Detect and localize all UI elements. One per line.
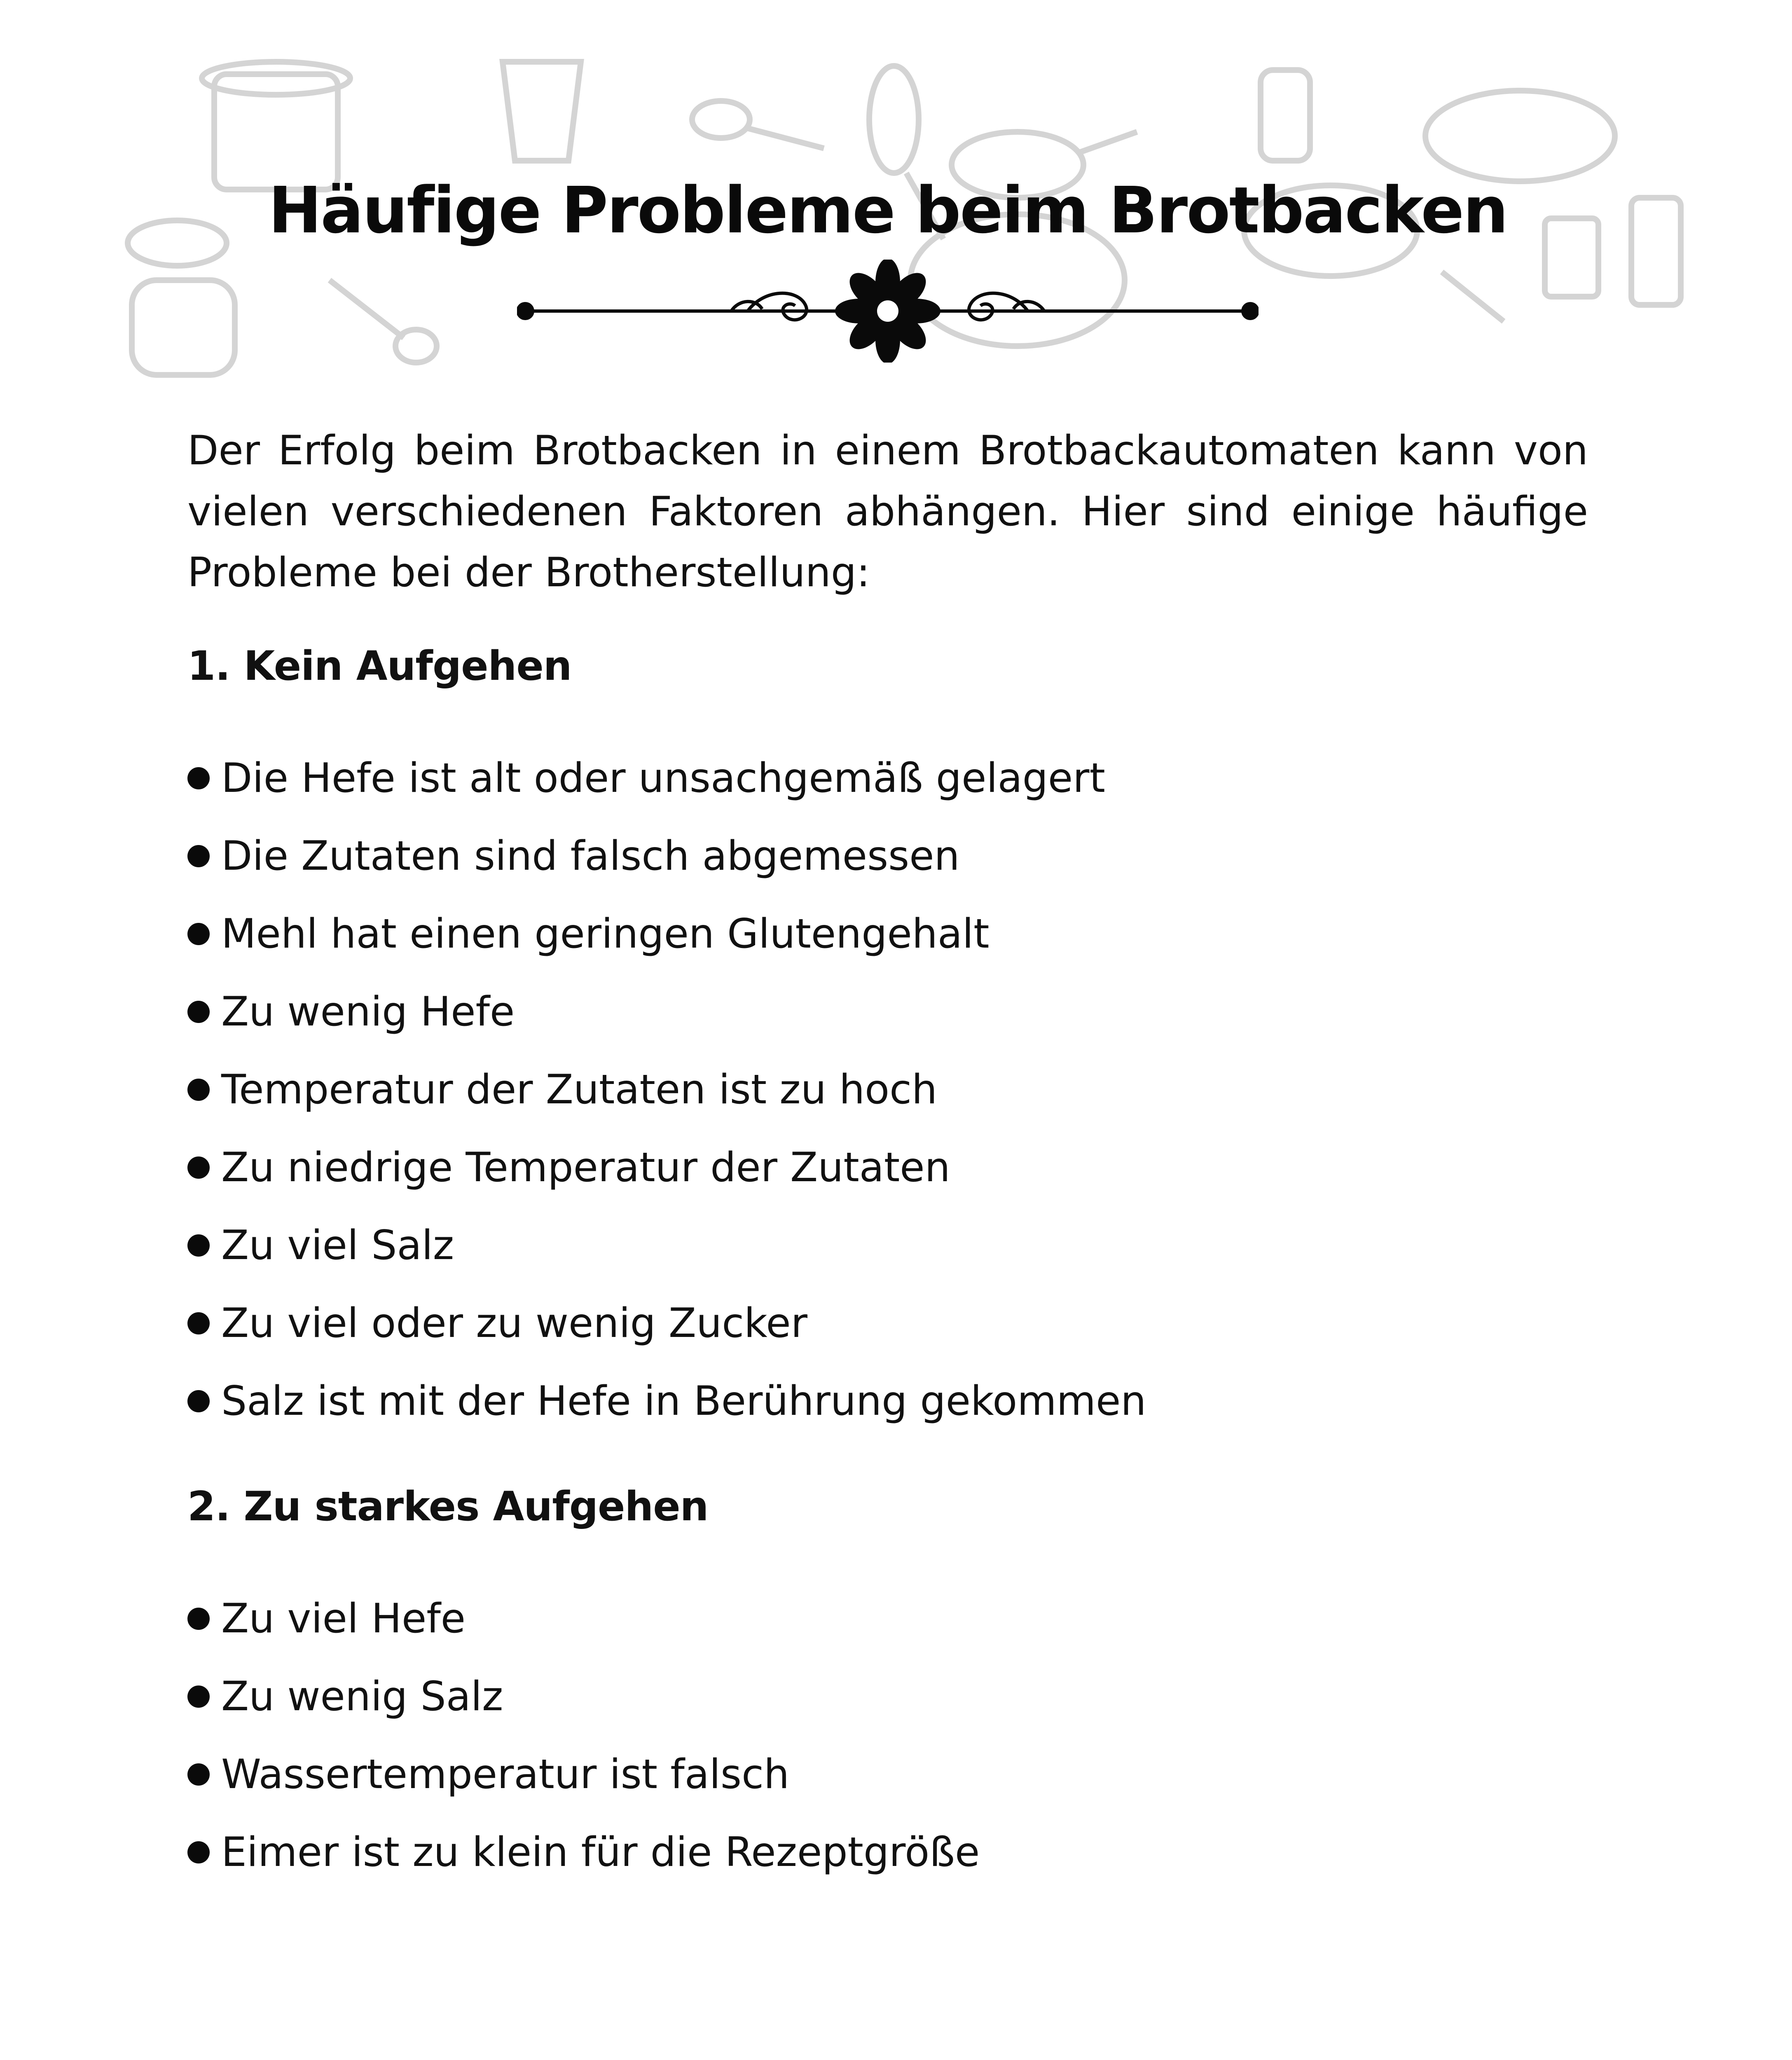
list-item (187, 826, 1146, 904)
list-item (187, 1822, 980, 1900)
bullet-dot-icon (187, 1001, 210, 1023)
section-heading: 1. Kein Aufgehen (187, 643, 572, 690)
section-heading: 2. Zu starkes Aufgehen (187, 1483, 709, 1530)
list-item-text: Zu viel Hefe (221, 1595, 466, 1642)
intro-paragraph: Der Erfolg beim Brotbacken in einem Brotbackautomaten kann von vielen verschiedenen Faktoren abhängen. Hier sind einige häufige Probleme bei der Brotherstellung: (187, 427, 1588, 596)
list-item (187, 748, 1146, 826)
list-item-text: Salz ist mit der Hefe in Berührung gekommen (221, 1378, 1146, 1425)
list-item-text: Wassertemperatur ist falsch (221, 1751, 790, 1798)
bullet-dot-icon (187, 1608, 210, 1630)
list-item (187, 981, 1146, 1059)
list-item (187, 1371, 1146, 1449)
list-item (187, 1137, 1146, 1215)
bullet-dot-icon (187, 767, 210, 789)
list-item (187, 1744, 980, 1822)
list-item (187, 1293, 1146, 1371)
list-item-text: Zu viel Salz (221, 1222, 454, 1269)
bullet-dot-icon (187, 1390, 210, 1412)
list-item (187, 904, 1146, 981)
list-item-text: Mehl hat einen geringen Glutengehalt (221, 911, 990, 957)
list-item-text: Eimer ist zu klein für die Rezeptgröße (221, 1829, 980, 1876)
list-item (187, 1588, 980, 1666)
bullet-dot-icon (187, 1685, 210, 1708)
page-title: Häufige Probleme beim Brotbacken (268, 173, 1507, 248)
bullet-dot-icon (187, 845, 210, 867)
problem-list (187, 748, 1146, 1449)
bullet-dot-icon (187, 1763, 210, 1786)
bullet-dot-icon (187, 1312, 210, 1334)
bullet-dot-icon (187, 1079, 210, 1101)
bullet-dot-icon (187, 1156, 210, 1179)
list-item-text: Die Hefe ist alt oder unsachgemäß gelagert (221, 755, 1105, 802)
list-item (187, 1215, 1146, 1293)
list-item (187, 1666, 980, 1744)
problem-list (187, 1588, 980, 1900)
flower-ornament-icon (517, 260, 1259, 363)
list-item-text: Zu viel oder zu wenig Zucker (221, 1300, 808, 1347)
list-item-text: Temperatur der Zutaten ist zu hoch (221, 1066, 938, 1113)
bullet-dot-icon (187, 1234, 210, 1257)
list-item-text: Die Zutaten sind falsch abgemessen (221, 833, 960, 880)
list-item (187, 1059, 1146, 1137)
bullet-dot-icon (187, 1841, 210, 1863)
list-item-text: Zu wenig Salz (221, 1673, 503, 1720)
list-item-text: Zu wenig Hefe (221, 988, 515, 1035)
list-item-text: Zu niedrige Temperatur der Zutaten (221, 1144, 950, 1191)
bullet-dot-icon (187, 923, 210, 945)
